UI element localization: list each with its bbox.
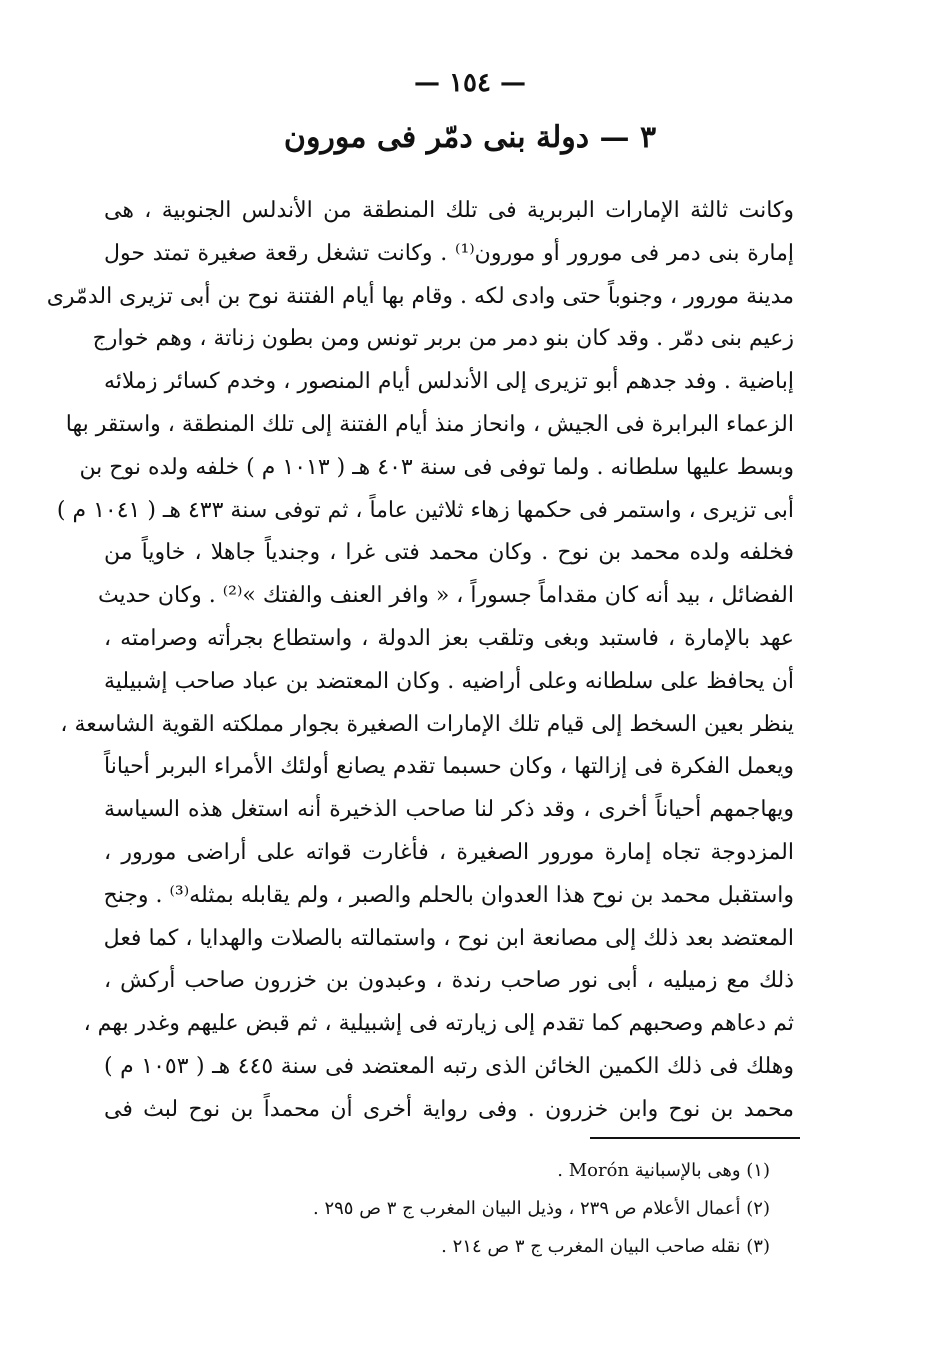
footnote: (٢) أعمال الأعلام ص ٢٣٩ ، وذيل البيان المغرب ج ٣ ص ٢٩٥ . bbox=[313, 1198, 770, 1219]
body-line: الزعماء البرابرة فى الجيش ، وانحاز منذ أيام الفتنة إلى تلك المنطقة ، واستقر بها bbox=[65, 411, 794, 437]
body-line: ويهاجمهم أحياناً أخرى ، وقد ذكر لنا صاحب الذخيرة أنه استغل هذه السياسة bbox=[104, 797, 794, 823]
body-line: مدينة مورور ، وجنوباً حتى وادى لكه . وقام بها أيام الفتنة نوح بن أبى تزيرى الدمّرى bbox=[46, 283, 794, 309]
body-line: أبى تزيرى ، واستمر فى حكمها زهاء ثلاثين عاماً ، ثم توفى سنة ٤٣٣ هـ ( ١٠٤١ م ) bbox=[56, 497, 794, 523]
body-line: المعتضد بعد ذلك إلى مصانعة ابن نوح ، واستمالته بالصلات والهدايا ، كما فعل bbox=[103, 925, 794, 951]
body-line: وهلك فى ذلك الكمين الخائن الذى رتبه المعتضد فى سنة ٤٤٥ هـ ( ١٠٥٣ م ) bbox=[104, 1053, 794, 1079]
chapter-title: ٣ — دولة بنى دمّر فى مورون bbox=[283, 120, 657, 155]
body-line: وبسط عليها سلطانه . ولما توفى فى سنة ٤٠٣ هـ ( ١٠١٣ م ) خلفه ولده نوح بن bbox=[79, 454, 794, 480]
footnote: (١) وهى بالإسبانية Morón . bbox=[557, 1160, 770, 1181]
body-line: واستقبل محمد بن نوح هذا العدوان بالحلم والصبر ، ولم يقابله بمثله⁽³⁾ . وجنح bbox=[103, 882, 794, 908]
body-text bbox=[46, 190, 795, 1132]
body-line: أن يحافظ على سلطانه وعلى أراضيه . وكان المعتضد بن عباد صاحب إشبيلية bbox=[104, 668, 794, 694]
body-line: زعيم بنى دمّر . وقد كان بنو دمر من بربر تونس ومن بطون زناتة ، وهم خوارج bbox=[92, 326, 794, 352]
body-line: إمارة بنى دمر فى مورور أو مورون⁽¹⁾ . وكانت تشغل رقعة صغيرة تمتد حول bbox=[104, 240, 794, 266]
body-line: فخلفه ولده محمد بن نوح . وكان محمد فتى غرا ، وجندياً جاهلا ، خاوياً من bbox=[104, 540, 794, 566]
footnote: (٣) نقله صاحب البيان المغرب ج ٣ ص ٢١٤ . bbox=[441, 1236, 770, 1257]
body-line: ذلك مع زميليه ، أبى نور صاحب رندة ، وعبدون بن خزرون صاحب أركش ، bbox=[104, 968, 794, 994]
body-line: ويعمل الفكرة فى إزالتها ، وكان حسبما تقدم يصانع أولئك الأمراء البربر أحياناً bbox=[104, 754, 794, 780]
body-line: عهد بالإمارة ، فاستبد وبغى وتلقب بعز الدولة ، واستطاع بجرأته وصرامته ، bbox=[104, 625, 794, 651]
body-line: الفضائل ، بيد أنه كان مقداماً جسوراً ، « وافر العنف والفتك »⁽²⁾ . وكان حديث bbox=[97, 583, 794, 609]
body-line: إباضية . وفد جدهم أبو تزيرى إلى الأندلس أيام المنصور ، وخدم كسائر زملائه bbox=[104, 369, 794, 395]
footnote-rule bbox=[590, 1137, 800, 1139]
body-line: ينظر بعين السخط إلى قيام تلك الإمارات الصغيرة بجوار مملكته القوية الشاسعة ، bbox=[60, 711, 794, 737]
body-line: محمد بن نوح وابن خزرون . وفى رواية أخرى أن محمداً بن نوح لبث فى bbox=[104, 1096, 794, 1122]
page-number: — ١٥٤ — bbox=[413, 68, 527, 98]
body-line: وكانت ثالثة الإمارات البربرية فى تلك المنطقة من الأندلس الجنوبية ، هى bbox=[104, 198, 795, 223]
footnotes bbox=[200, 1152, 800, 1266]
body-line: ثم دعاهم وصحبهم كما تقدم إلى زيارته فى إشبيلية ، ثم قبض عليهم وغدر بهم ، bbox=[83, 1011, 794, 1037]
body-line: المزدوجة تجاه إمارة مورور الصغيرة ، فأغارت قواته على أراضى مورور ، bbox=[104, 839, 794, 865]
